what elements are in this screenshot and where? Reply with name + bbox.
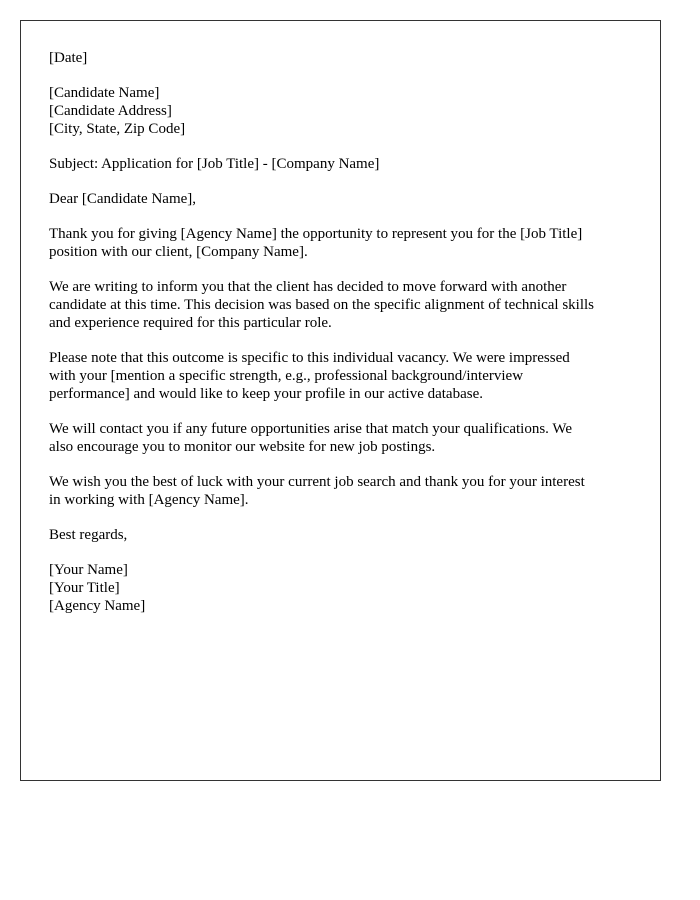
- recipient-city-state-zip: [City, State, Zip Code]: [49, 121, 186, 137]
- signature-title: [Your Title]: [49, 580, 120, 596]
- signature-agency: [Agency Name]: [49, 598, 146, 614]
- closing: Best regards,: [49, 527, 128, 543]
- signature-name: [Your Name]: [49, 562, 128, 578]
- body-paragraph: We wish you the best of luck with your current job search and thank you for your interest in working with [Agency Name].: [49, 474, 585, 508]
- body-paragraph: We are writing to inform you that the client has decided to move forward with another candidate at this time. This decision was based on the specific alignment of technical skills and experience required for this particular role.: [49, 279, 594, 331]
- salutation: Dear [Candidate Name],: [49, 191, 197, 207]
- signature-block: [49, 561, 632, 615]
- body-paragraph: Thank you for giving [Agency Name] the opportunity to represent you for the [Job Title] position with our client, [Company Name].: [49, 226, 583, 260]
- recipient-block: [49, 84, 632, 138]
- recipient-address: [Candidate Address]: [49, 103, 172, 119]
- body-paragraph: We will contact you if any future opportunities arise that match your qualifications. We also encourage you to monitor our website for new job postings.: [49, 421, 572, 455]
- subject-line: Subject: Application for [Job Title] - [Company Name]: [49, 156, 380, 172]
- body-paragraph: Please note that this outcome is specific to this individual vacancy. We were impressed with your [mention a specific strength, e.g., professional background/interview performance] and would like to keep your profile in our active database.: [49, 350, 570, 402]
- date: [Date]: [49, 50, 88, 66]
- letter: [20, 20, 661, 781]
- recipient-name: [Candidate Name]: [49, 85, 160, 101]
